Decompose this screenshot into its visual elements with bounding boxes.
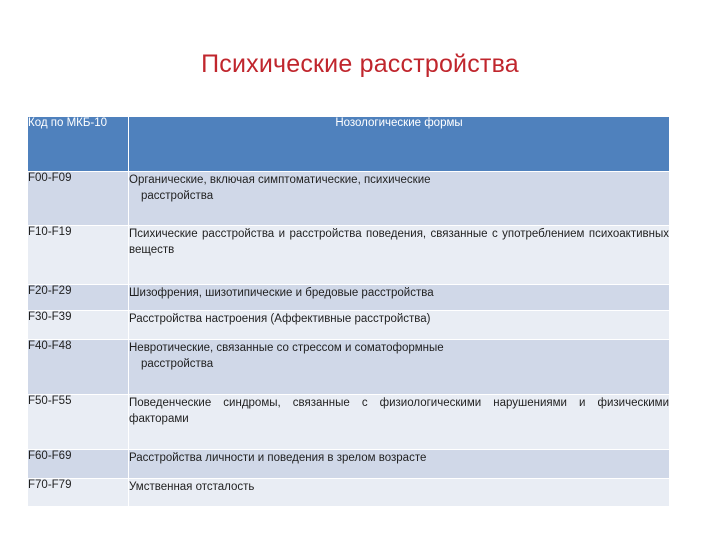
row-description: [129, 479, 670, 507]
row-code: F00-F09: [28, 172, 129, 226]
row-description: [129, 285, 670, 311]
table-row: [28, 226, 670, 285]
table-row: [28, 395, 670, 450]
row-description: [129, 226, 670, 285]
row-code: F30-F39: [28, 311, 129, 340]
row-code: F70-F79: [28, 479, 129, 507]
row-code: F10-F19: [28, 226, 129, 285]
description-line: расстройства: [141, 190, 214, 202]
description-line: Невротические, связанные со стрессом и соматоформные: [129, 342, 444, 354]
row-code: F50-F55: [28, 395, 129, 450]
description-line: Расстройства настроения (Аффективные расстройства): [129, 313, 431, 325]
row-code: F40-F48: [28, 340, 129, 395]
description-line: Шизофрения, шизотипические и бредовые расстройства: [129, 287, 434, 299]
description-line: расстройства: [141, 358, 214, 370]
table-header-row: [28, 117, 670, 172]
table-row: [28, 340, 670, 395]
table-row: [28, 311, 670, 340]
row-description: [129, 340, 670, 395]
row-code: F60-F69: [28, 450, 129, 479]
row-description: [129, 450, 670, 479]
description-line: Психические расстройства и расстройства поведения, связанные с употреблением психоактивных веществ: [129, 228, 669, 256]
header-forms: Нозологические формы: [129, 117, 670, 172]
table-row: [28, 479, 670, 507]
table-row: [28, 172, 670, 226]
description-line: Поведенческие синдромы, связанные с физиологическими нарушениями и физическими факторами: [129, 397, 669, 425]
icd-table: [27, 116, 670, 507]
row-description: [129, 311, 670, 340]
row-code: F20-F29: [28, 285, 129, 311]
header-code: Код по МКБ-10: [28, 117, 129, 172]
description-line: Умственная отсталость: [129, 481, 255, 493]
table-row: [28, 285, 670, 311]
description-line: Расстройства личности и поведения в зрелом возрасте: [129, 452, 427, 464]
slide-title: Психические расстройства: [201, 50, 519, 78]
description-line: Органические, включая симптоматические, психические: [129, 174, 431, 186]
table-row: [28, 450, 670, 479]
row-description: [129, 172, 670, 226]
row-description: [129, 395, 670, 450]
